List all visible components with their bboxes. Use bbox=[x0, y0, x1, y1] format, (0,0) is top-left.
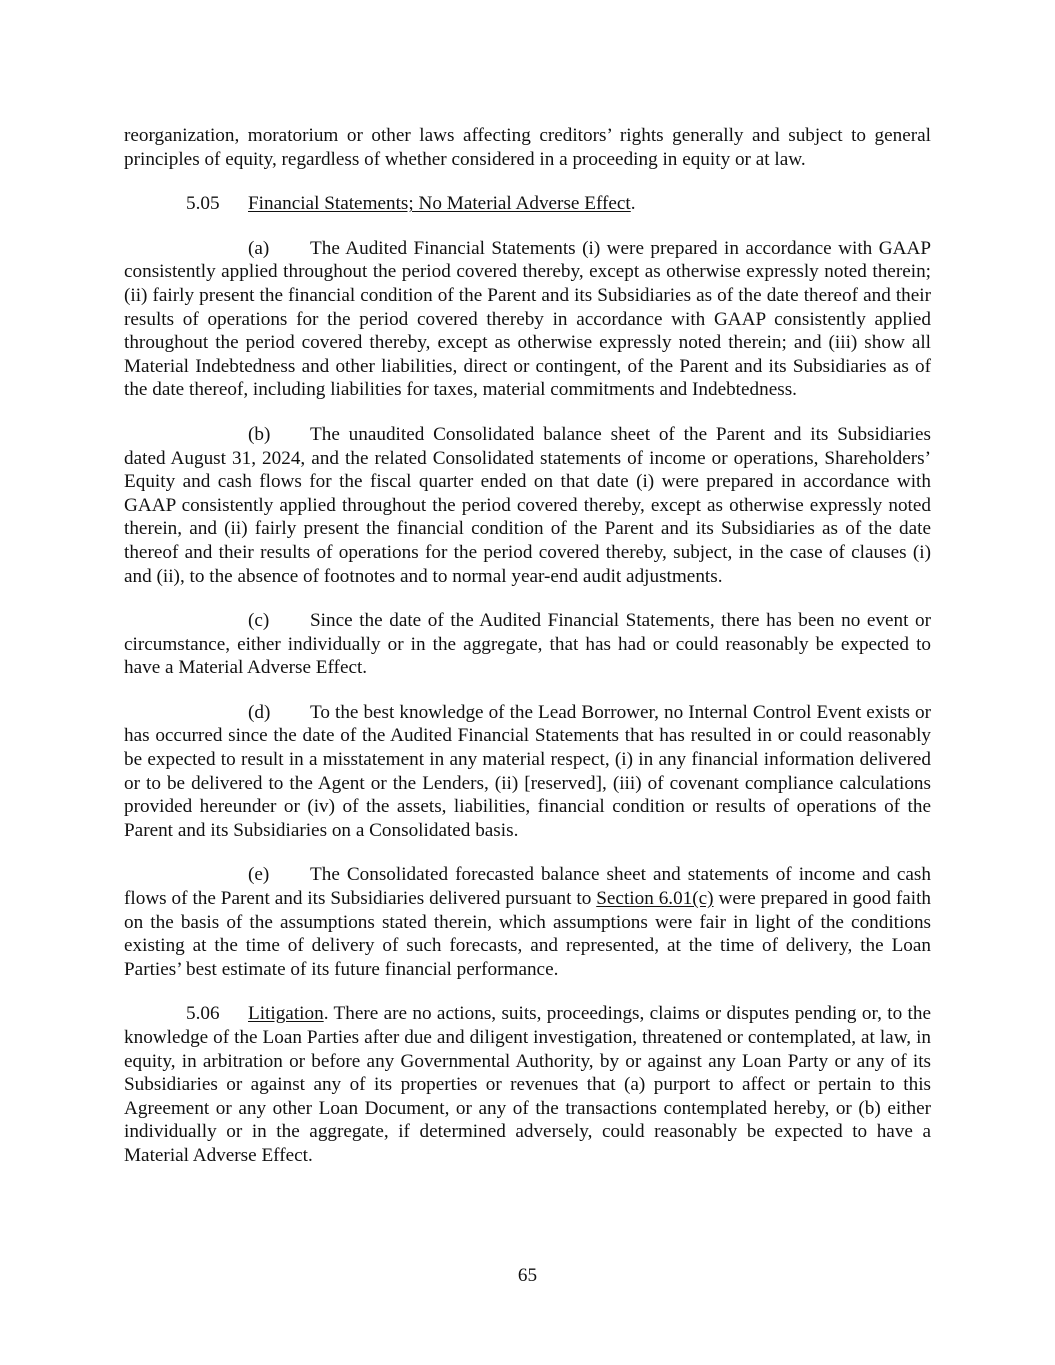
paragraph-c bbox=[124, 609, 931, 680]
section-5-05-heading bbox=[124, 192, 931, 216]
paragraph-text-after: were prepared in good faith on the basis of the assumptions stated therein, which assumptions were fair in light of the conditions existing at the time of delivery of such forecasts, and represented, at the time of delivery, the Loan Parties’ best estimate of its future financial performance. bbox=[124, 888, 931, 980]
paragraph-letter: (e) bbox=[248, 864, 270, 886]
paragraph-letter: (b) bbox=[248, 423, 271, 445]
paragraph-letter: (c) bbox=[248, 610, 270, 632]
paragraph-text: The Audited Financial Statements (i) were prepared in accordance with GAAP consistently applied throughout the period covered thereby, except as otherwise expressly noted therein; (ii) fairly present the financial condition of the Parent and its Subsidiaries as of the date thereof and their results of operations for the period covered thereby in accordance with GAAP consistently applied throughout the period covered thereby, except as otherwise expressly noted therein; and (iii) show all Material Indebtedness and other liabilities, direct or contingent, of the Parent and its Subsidiaries as of the date thereof, including liabilities for taxes, material commitments and Indebtedness. bbox=[124, 237, 931, 401]
paragraph-text: Since the date of the Audited Financial Statements, there has been no event or circumstance, either individually or in the aggregate, that has had or could reasonably be expected to have a Material Adverse Effect. bbox=[124, 610, 931, 679]
section-title: Litigation bbox=[248, 1003, 324, 1025]
section-text: . There are no actions, suits, proceedings, claims or disputes pending or, to the knowledge of the Loan Parties after due and diligent investigation, threatened or contemplated, at law, in equity, in arbitration or before any Governmental Authority, by or against any Loan Party or any of its Subsidiaries or against any of its properties or revenues that (a) purport to affect or pertain to this Agreement or any other Loan Document, or any of the transactions contemplated hereby, or (b) either individually or in the aggregate, if determined adversely, could reasonably be expected to have a Material Adverse Effect. bbox=[124, 1003, 931, 1166]
paragraph-letter: (d) bbox=[248, 701, 271, 723]
section-title-tail: . bbox=[630, 193, 636, 215]
intro-paragraph: reorganization, moratorium or other laws affecting creditors’ rights generally and subject to general principles of equity, regardless of whether considered in a proceeding in equity or at law. bbox=[124, 125, 931, 170]
section-cross-reference: Section 6.01(c) bbox=[596, 888, 714, 910]
paragraph-text: To the best knowledge of the Lead Borrower, no Internal Control Event exists or has occurred since the date of the Audited Financial Statements that has resulted in or could reasonably be expected to result in a misstatement in any material respect, (i) in any financial information delivered or to be delivered to the Agent or the Lenders, (ii) [reserved], (iii) of covenant compliance calculations provided hereunder or (iv) of the assets, liabilities, financial condition or results of operations of the Parent and its Subsidiaries on a Consolidated basis. bbox=[124, 701, 931, 841]
section-5-06 bbox=[124, 1002, 931, 1167]
section-title: Financial Statements; No Material Adverse Effect bbox=[248, 193, 631, 215]
paragraph-text-before: The Consolidated forecasted balance sheet and statements of income and cash flows of the Parent and its Subsidiaries delivered pursuant to bbox=[124, 864, 931, 910]
section-number: 5.05 bbox=[186, 193, 220, 215]
paragraph-d bbox=[124, 701, 931, 843]
section-number: 5.06 bbox=[186, 1003, 220, 1025]
paragraph-text: The unaudited Consolidated balance sheet of the Parent and its Subsidiaries dated August 31, 2024, and the related Consolidated statements of income or operations, Shareholders’ Equity and cash flows for the fiscal quarter ended on that date (i) were prepared in accordance with GAAP consistently applied throughout the period covered thereby, except as otherwise expressly noted therein, and (ii) fairly present the financial condition of the Parent and its Subsidiaries as of the date thereof and their results of operations for the period covered thereby, subject, in the case of clauses (i) and (ii), to the absence of footnotes and to normal year-end audit adjustments. bbox=[124, 423, 931, 587]
paragraph-a bbox=[124, 237, 931, 402]
paragraph-b bbox=[124, 423, 931, 588]
paragraph-letter: (a) bbox=[248, 237, 270, 259]
document-page bbox=[124, 124, 931, 1168]
page-number: 65 bbox=[517, 1265, 538, 1286]
paragraph-e bbox=[124, 863, 931, 981]
